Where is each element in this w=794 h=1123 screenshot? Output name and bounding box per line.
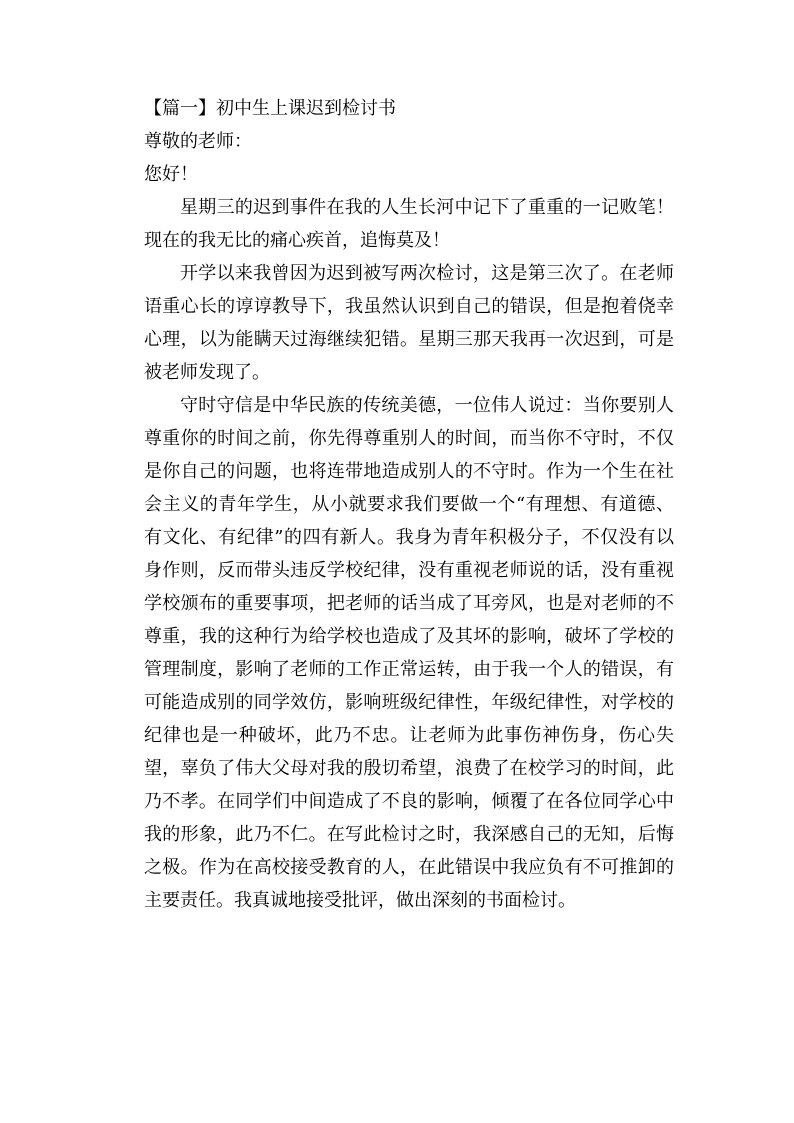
document-title: 【篇一】初中生上课迟到检讨书 bbox=[144, 98, 396, 119]
paragraph-1: 星期三的迟到事件在我的人生长河中记下了重重的一记败笔！现在的我无比的痛心疾首，追悔莫及！ bbox=[144, 197, 674, 251]
paragraph-3: 守时守信是中华民族的传统美德，一位伟人说过：当你要别人尊重你的时间之前，你先得尊重别人的时间，而当你不守时，不仅是你自己的问题，也将连带地造成别人的不守时。作为一个生在社会主义的青年学生，从小就要求我们要做一个“有理想、有道德、有文化、有纪律”的四有新人。我身为青年积极分子，不仅没有以身作则，反而带头违反学校纪律，没有重视老师说的话，没有重视学校颁布的重要事项，把老师的话当成了耳旁风，也是对老师的不尊重，我的这种行为给学校也造成了及其坏的影响，破坏了学校的管理制度，影响了老师的工作正常运转，由于我一个人的错误，有可能造成别的同学效仿，影响班级纪律性，年级纪律性，对学校的纪律也是一种破坏，此乃不忠。让老师为此事伤神伤身，伤心失望，辜负了伟大父母对我的殷切希望，浪费了在校学习的时间，此乃不孝。在同学们中间造成了不良的影响，倾覆了在各位同学心中我的形象，此乃不仁。在写此检讨之时，我深感自己的无知，后悔之极。作为在高校接受教育的人，在此错误中我应负有不可推卸的主要责任。我真诚地接受批评，做出深刻的书面检讨。 bbox=[144, 395, 674, 911]
document-body bbox=[144, 92, 674, 917]
paragraph-2: 开学以来我曾因为迟到被写两次检讨，这是第三次了。在老师语重心长的谆谆教导下，我虽然认识到自己的错误，但是抱着侥幸心理，以为能瞒天过海继续犯错。星期三那天我再一次迟到，可是被老师发现了。 bbox=[144, 263, 674, 383]
salutation: 尊敬的老师： bbox=[144, 131, 252, 152]
greeting: 您好！ bbox=[144, 164, 198, 185]
